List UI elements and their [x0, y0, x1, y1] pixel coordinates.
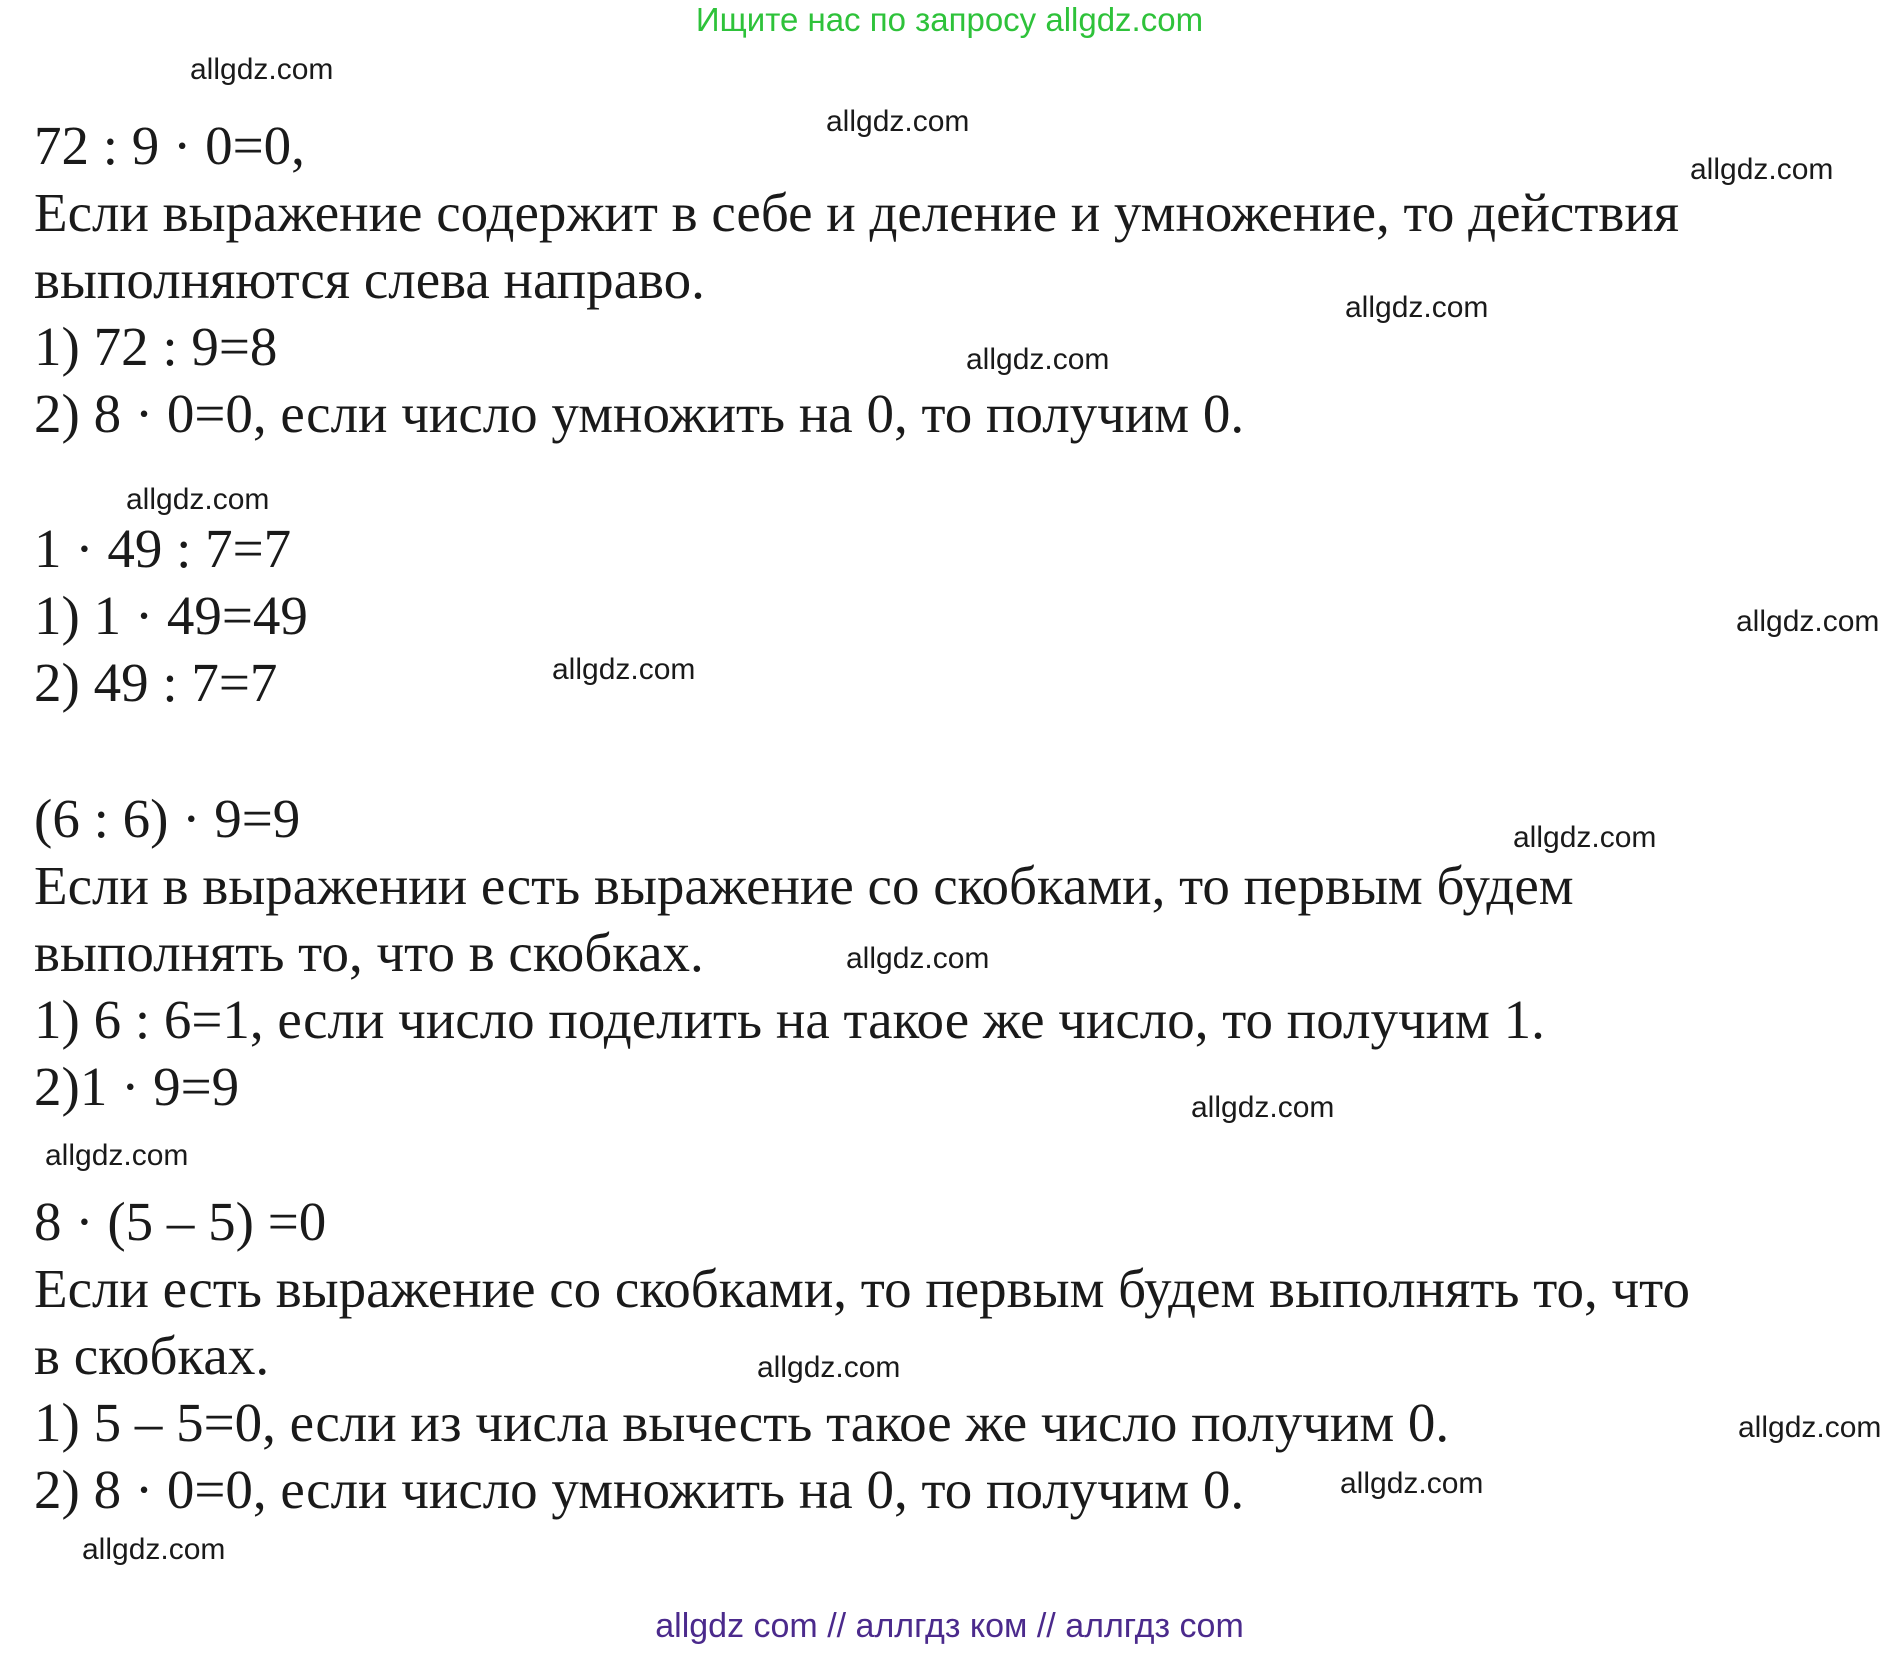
block-2-step-2: 2) 49 : 7=7	[34, 652, 278, 713]
top-search-banner[interactable]: Ищите нас по запросу allgdz.com	[695, 1, 1204, 38]
watermark: allgdz.com	[552, 653, 696, 686]
watermark: allgdz.com	[846, 942, 990, 975]
block-1-expression: 72 : 9 · 0=0,	[34, 115, 305, 176]
block-1-text-line: Если выражение содержит в себе и деление и умножение, то действия	[34, 182, 1680, 243]
watermark: allgdz.com	[190, 53, 334, 86]
block-3-step-1: 1) 6 : 6=1, если число поделить на такое же число, то получим 1.	[34, 989, 1545, 1050]
watermark: allgdz.com	[1690, 153, 1834, 186]
watermark: allgdz.com	[757, 1351, 901, 1384]
block-4-text-line: в скобках.	[34, 1325, 270, 1386]
bottom-site-banner[interactable]: allgdz com // аллгдз ком // аллгдз com	[655, 1607, 1244, 1645]
block-4-step-2: 2) 8 · 0=0, если число умножить на 0, то получим 0.	[34, 1459, 1245, 1520]
watermark: allgdz.com	[1513, 821, 1657, 854]
block-4-text-line: Если есть выражение со скобками, то первым будем выполнять то, что	[34, 1258, 1690, 1319]
watermark: allgdz.com	[1738, 1411, 1882, 1444]
block-4-expression: 8 · (5 – 5) =0	[34, 1191, 327, 1252]
block-1-text-line: выполняются слева направо.	[34, 249, 705, 310]
block-2-step-1: 1) 1 · 49=49	[34, 585, 308, 646]
block-3-text-line: Если в выражении есть выражение со скобками, то первым будем	[34, 855, 1574, 916]
block-2-expression: 1 · 49 : 7=7	[34, 518, 292, 579]
block-3-expression: (6 : 6) · 9=9	[34, 788, 301, 849]
watermark: allgdz.com	[826, 105, 970, 138]
block-4-step-1: 1) 5 – 5=0, если из числа вычесть такое же число получим 0.	[34, 1392, 1450, 1453]
watermark: allgdz.com	[1736, 605, 1880, 638]
watermark: allgdz.com	[45, 1139, 189, 1172]
block-3-text-line: выполнять то, что в скобках.	[34, 922, 704, 983]
block-3-step-2: 2)1 · 9=9	[34, 1056, 240, 1117]
block-1-step-2: 2) 8 · 0=0, если число умножить на 0, то получим 0.	[34, 383, 1245, 444]
watermark: allgdz.com	[1191, 1091, 1335, 1124]
watermark: allgdz.com	[126, 483, 270, 516]
block-1-step-1: 1) 72 : 9=8	[34, 316, 278, 377]
watermark: allgdz.com	[1340, 1467, 1484, 1500]
watermark: allgdz.com	[1345, 291, 1489, 324]
watermark: allgdz.com	[82, 1533, 226, 1566]
watermark: allgdz.com	[966, 343, 1110, 376]
